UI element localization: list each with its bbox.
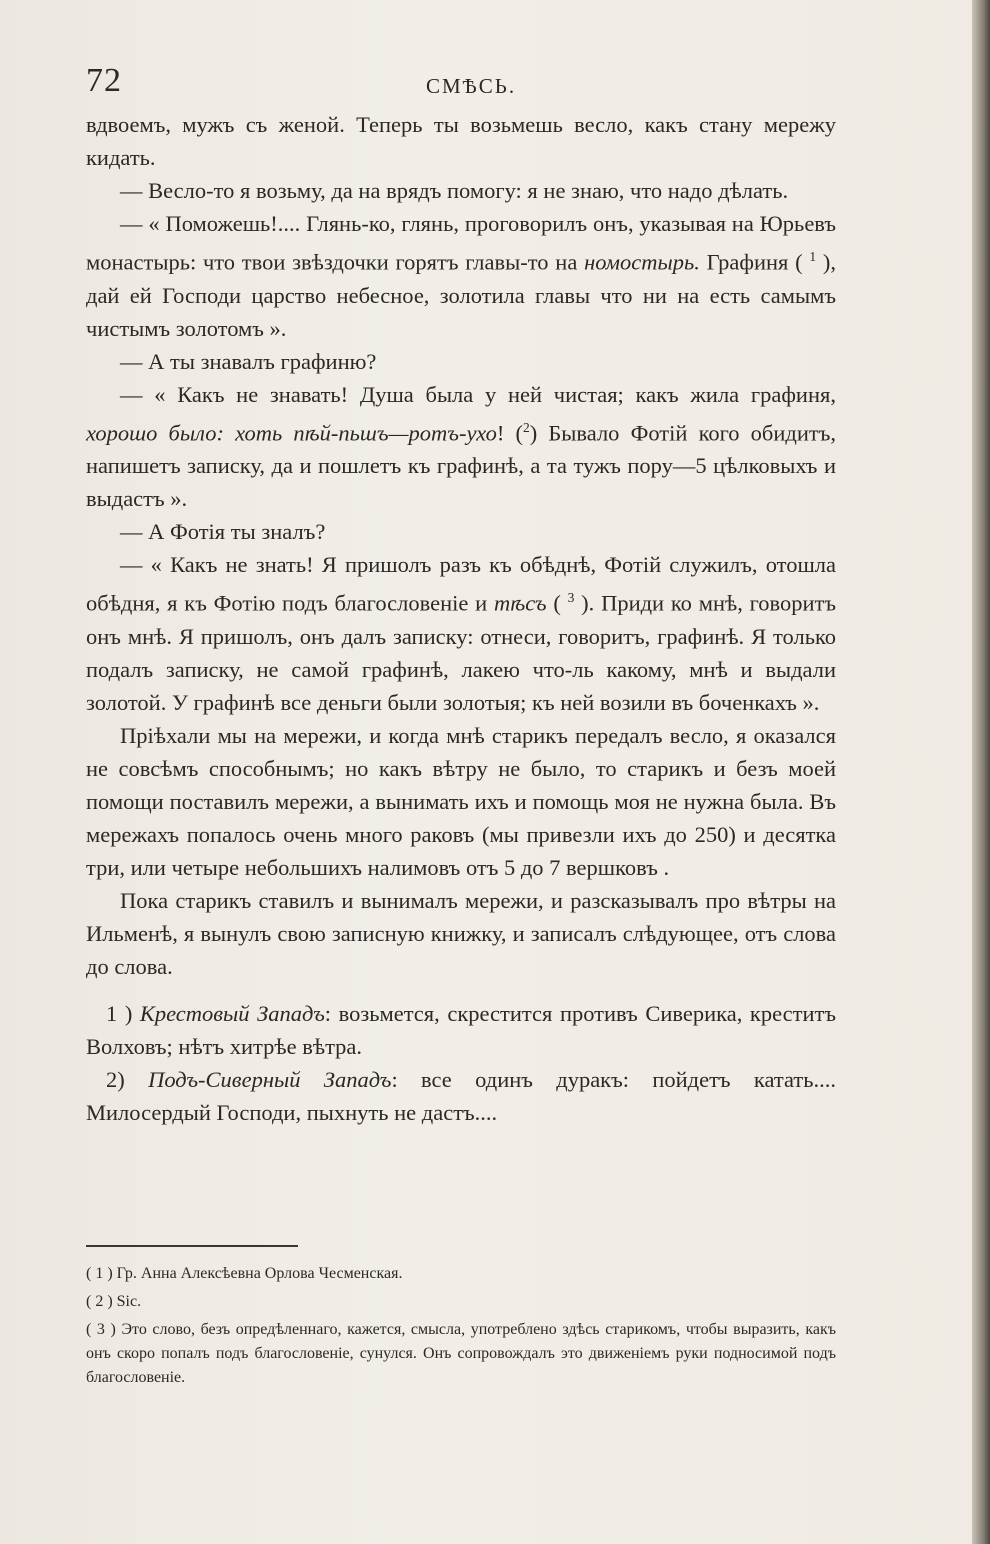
footnote-ref: 2 bbox=[523, 419, 530, 435]
footnote-mark: ( 2 ) bbox=[86, 1293, 117, 1310]
italic-text: хорошо было: хоть пѣй-пьшъ—ротъ-ухо bbox=[86, 420, 497, 445]
footnotes bbox=[86, 1258, 836, 1390]
paragraph-text: — « Какъ не знавать! Душа была у ней чистая; какъ жила графиня, bbox=[120, 381, 836, 407]
page-edge-shadow bbox=[972, 0, 990, 1544]
paragraph-text: — А ты знавалъ графиню? bbox=[120, 348, 377, 374]
paragraph-text: ! ( bbox=[496, 420, 523, 445]
footnote-ref: 3 bbox=[567, 590, 575, 605]
footnote-ref: 1 bbox=[809, 249, 817, 264]
paragraph: Пока старикъ ставилъ и вынималъ мережи, и разсказывалъ про вѣтры на Ильменѣ, я вынулъ свою записную книжку, и записалъ слѣдующее, отъ слова до слова. bbox=[86, 887, 836, 979]
paragraph-text: ( bbox=[546, 590, 568, 616]
paragraph: вдвоемъ, мужъ съ женой. Теперь ты возьмешь весло, какъ стану мережу кидать. bbox=[86, 112, 836, 170]
footnote-mark: ( 3 ) bbox=[86, 1321, 122, 1338]
paragraph bbox=[86, 548, 836, 719]
footnote bbox=[86, 1262, 836, 1286]
paragraph-text: ), дай ей Господи царство небесное, золотила главы что ни на есть самымъ чистымъ золотомъ ». bbox=[86, 249, 836, 341]
italic-text: номостырь. bbox=[584, 249, 700, 275]
italic-text: тѣсъ bbox=[493, 590, 547, 616]
list-term: Подъ-Сиверный Западъ bbox=[148, 1066, 392, 1092]
footnote bbox=[86, 1290, 836, 1314]
footnote bbox=[86, 1318, 836, 1390]
paragraph bbox=[86, 207, 836, 345]
paragraph: Пріѣхали мы на мережи, и когда мнѣ старикъ передалъ весло, я оказался не совсѣмъ способнымъ; но какъ вѣтру не было, то старикъ и безъ моей помощи поставилъ мережи, а вынимать ихъ и помощь моя не нужна была. Въ мережахъ попалось очень много раковъ (мы привезли ихъ до 250) и десятка три, или четыре небольшихъ налимовъ отъ 5 до 7 вершковъ . bbox=[86, 722, 836, 880]
list-text: : возьмется, скрестится противъ Сиверика, креститъ Волховъ; нѣтъ хитрѣе вѣтра. bbox=[86, 1000, 836, 1059]
list-item bbox=[86, 1063, 836, 1129]
paragraph bbox=[86, 345, 836, 378]
footnote-text: Гр. Анна Алексѣевна Орлова Чесменская. bbox=[116, 1265, 403, 1282]
paragraph-text: — « Какъ не знать! Я пришолъ разъ къ обѣднѣ, Фотій служилъ, отошла обѣдня, я къ Фотію подъ благословеніе и bbox=[86, 552, 836, 616]
footnote-text: Это слово, безъ опредѣленнаго, кажется, смысла, употреблено здѣсь старикомъ, чтобы выразить, какъ онъ скоро попалъ подъ благословеніе, сунулся. Онъ сопровождалъ это движеніемъ руки подносимой подъ благословеніе. bbox=[86, 1321, 837, 1386]
paragraph-text: — « Поможешь!.... Глянь-ко, глянь, проговорилъ онъ, указывая на Юрьевъ монастырь: что твои звѣздочки горятъ главы-то на bbox=[86, 211, 836, 275]
list-term: Крестовый Западъ bbox=[139, 1000, 325, 1026]
footnote-text: Sic. bbox=[116, 1293, 142, 1310]
footnote-divider bbox=[86, 1245, 298, 1247]
paragraph-text: ). Приди ко мнѣ, говоритъ онъ мнѣ. Я пришолъ, онъ далъ записку: отнеси, говоритъ, графинѣ. Я только подалъ записку, не самой графинѣ, лакею что-ль какому, мнѣ и выдали золотой. У графинѣ все деньги были золотыя; къ ней возили въ боченкахъ ». bbox=[86, 590, 836, 715]
main-text bbox=[86, 108, 836, 1129]
paragraph bbox=[86, 515, 836, 548]
page-number: 72 bbox=[86, 62, 122, 99]
list-number: 1 ) bbox=[106, 1000, 140, 1026]
paragraph bbox=[86, 174, 836, 207]
paragraph-text: — А Фотія ты зналъ? bbox=[120, 519, 326, 544]
paragraph bbox=[86, 378, 836, 516]
running-head: СМѢСЬ. bbox=[426, 74, 517, 98]
paragraph-text: — Весло-то я возьму, да на врядъ помогу: я не знаю, что надо дѣлать. bbox=[120, 178, 789, 203]
list-item bbox=[86, 997, 836, 1063]
list-number: 2) bbox=[106, 1066, 149, 1092]
footnote-mark: ( 1 ) bbox=[86, 1265, 117, 1282]
paragraph-text: ) Бывало Фотій кого обидитъ, напишетъ записку, да и пошлетъ къ графинѣ, а та тужъ пору—5 цѣлковыхъ и выдастъ ». bbox=[86, 420, 836, 511]
list-text: : все одинъ дуракъ: пойдетъ катать.... Милосердый Господи, пыхнуть не дастъ.... bbox=[86, 1066, 837, 1125]
paragraph-text: Графиня ( bbox=[699, 249, 810, 275]
page-header bbox=[86, 62, 836, 102]
